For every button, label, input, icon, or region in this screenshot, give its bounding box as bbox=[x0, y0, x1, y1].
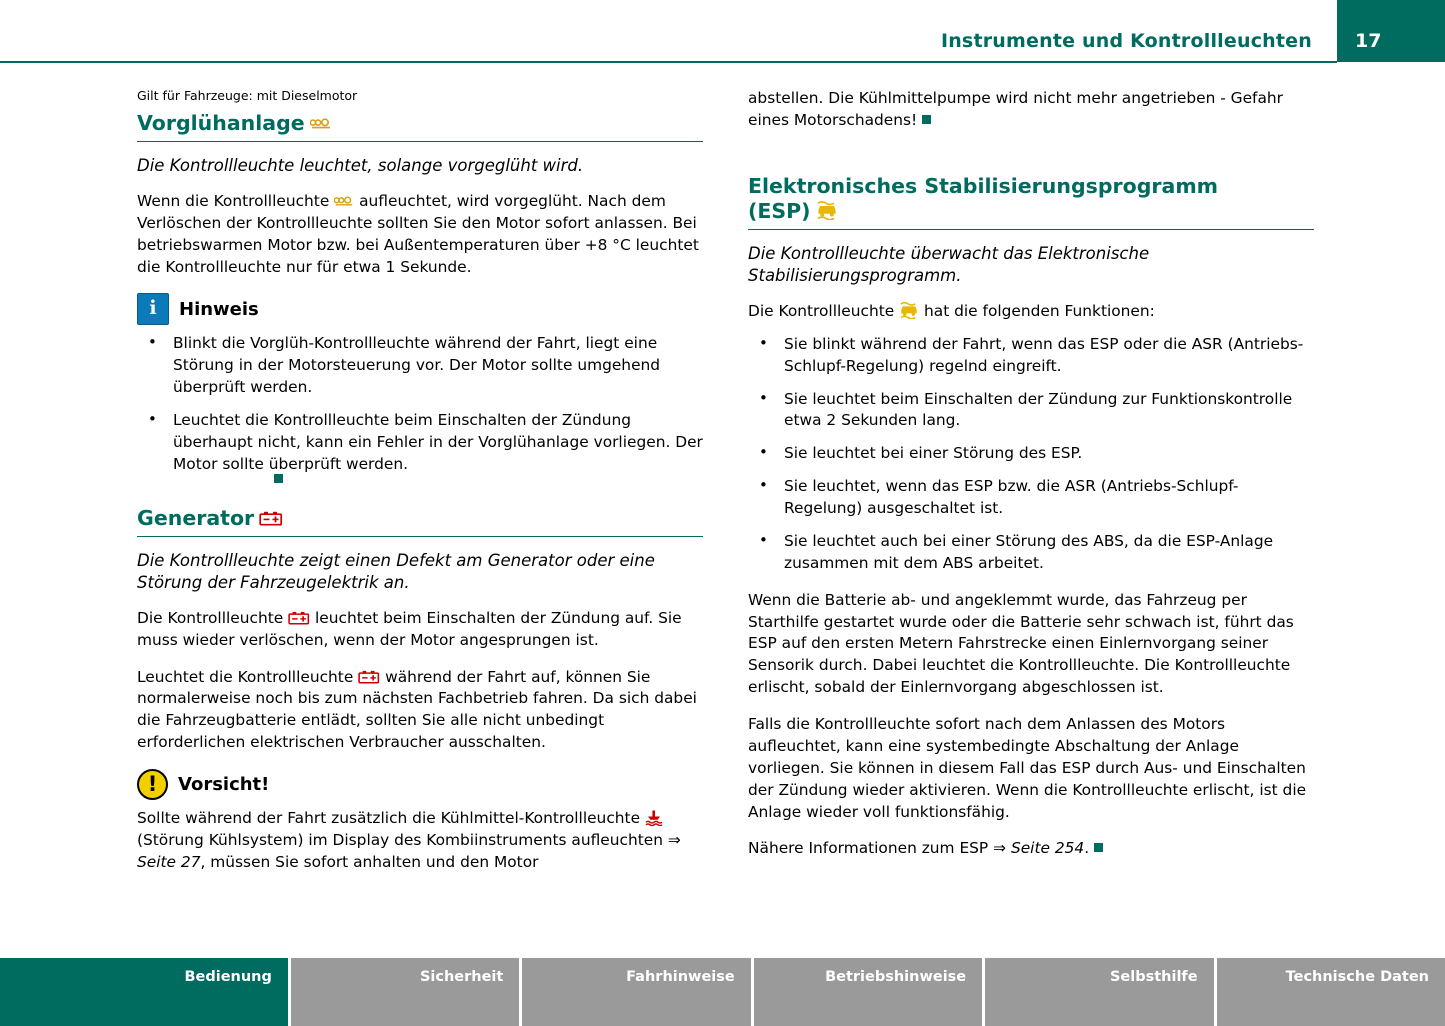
footer-tab-fahrhinweise[interactable] bbox=[522, 958, 753, 1026]
footer-tab-label: Selbsthilfe bbox=[1109, 969, 1198, 985]
para-generator-2 bbox=[137, 667, 703, 755]
footer-tab-technische-daten[interactable] bbox=[1217, 958, 1445, 1026]
list-item: • Blinkt die Vorglüh-Kontrollleuchte während der Fahrt, liegt eine Störung in der Motorsteuerung vor. Der Motor sollte umgehend überprüft werden. bbox=[137, 333, 703, 399]
footer-tab-label: Bedienung bbox=[184, 969, 272, 985]
list-item: • Sie leuchtet bei einer Störung des ESP. bbox=[748, 443, 1314, 465]
heading-divider-1 bbox=[137, 141, 703, 142]
coolant-temperature-icon bbox=[645, 810, 665, 826]
header-divider bbox=[0, 61, 1337, 63]
lead-vorgluehanlage: Die Kontrollleuchte leuchtet, solange vorgeglüht wird. bbox=[137, 155, 584, 175]
para-esp-intro bbox=[748, 301, 1314, 323]
note-bullet-list bbox=[137, 333, 703, 475]
footer-tab-betriebshinweise[interactable] bbox=[754, 958, 985, 1026]
para-generator-1-a: Die Kontrollleuchte bbox=[137, 608, 284, 627]
page-number-tab bbox=[1337, 0, 1445, 62]
para-esp-1: Wenn die Batterie ab- und angeklemmt wurde, das Fahrzeug per Starthilfe gestartet wurde oder die Batterie sehr schwach ist, führt das ESP auf den ersten Metern Fahrstrecke einen Einlernvorgang seiner Sensorik durch. Dabei leuchtet die Kontrollleuchte. Die Kontrollleuchte erlischt, sobald der Einlernvorgang abgeschlossen ist. bbox=[748, 590, 1294, 697]
para-generator-1-b: leuchtet beim Einschalten der Zündung auf. Sie muss wieder verlöschen, wenn der Motor angesprungen ist. bbox=[137, 608, 682, 649]
footer-tabbar bbox=[0, 958, 1445, 1026]
footer-tab-sicherheit[interactable] bbox=[291, 958, 522, 1026]
list-item: • Sie leuchtet beim Einschalten der Zündung zur Funktionskontrolle etwa 2 Sekunden lang. bbox=[748, 389, 1314, 433]
left-column bbox=[137, 88, 703, 889]
para-generator-1 bbox=[137, 608, 703, 652]
para-vorgluehanlage-a: Wenn die Kontrollleuchte bbox=[137, 191, 330, 210]
page-header bbox=[0, 0, 1445, 62]
battery-icon-inline-1 bbox=[288, 611, 310, 626]
heading-generator bbox=[137, 506, 703, 536]
lead-esp: Die Kontrollleuchte überwacht das Elektronische Stabilisierungsprogramm. bbox=[748, 243, 1150, 285]
footer-tab-label: Betriebshinweise bbox=[825, 969, 967, 985]
list-item: • Sie leuchtet auch bei einer Störung des ABS, da die ESP-Anlage zusammen mit dem ABS arbeitet. bbox=[748, 531, 1314, 575]
warning-text-a: Sollte während der Fahrt zusätzlich die Kühlmittel-Kontrollleuchte bbox=[137, 809, 641, 828]
warning-callout-title: Vorsicht! bbox=[178, 774, 270, 796]
para-continuation bbox=[748, 88, 1314, 132]
para-continuation-text: abstellen. Die Kühlmittelpumpe wird nicht mehr angetrieben - Gefahr eines Motorschadens! bbox=[748, 89, 1283, 129]
end-marker-square bbox=[922, 115, 931, 124]
list-item: • Leuchtet die Kontrollleuchte beim Einschalten der Zündung überhaupt nicht, kann ein Fehler in der Vorglühanlage vorliegen. Der Motor sollte überprüft werden. bbox=[137, 410, 703, 476]
warning-icon: ! bbox=[137, 769, 168, 800]
list-item: • Sie blinkt während der Fahrt, wenn das ESP oder die ASR (Antriebs-Schlupf-Regelung) regelnd eingreift. bbox=[748, 334, 1314, 378]
page-number: 17 bbox=[1355, 30, 1382, 52]
heading-esp-line1: Elektronisches Stabilisierungsprogramm bbox=[748, 173, 1219, 198]
battery-icon-inline-2 bbox=[358, 670, 380, 685]
right-column bbox=[748, 88, 1314, 875]
para-vorgluehanlage bbox=[137, 191, 703, 279]
para-esp-3-reference: Seite 254 bbox=[1010, 839, 1085, 858]
para-vorgluehanlage-b: aufleuchtet, wird vorgeglüht. Nach dem Verlöschen der Kontrollleuchte sollten Sie den Motor sofort anlassen. Bei betriebswarmen Motor bzw. bei Außentemperaturen über +8 °C leuchtet die Kontrollleuchte nur für etwa 1 Sekunde. bbox=[137, 191, 699, 276]
esp-car-skid-icon-inline bbox=[899, 301, 919, 319]
preheat-coil-icon bbox=[310, 117, 332, 132]
para-esp-3 bbox=[748, 838, 1314, 860]
warning-text-b: (Störung Kühlsystem) im Display des Kombiinstruments aufleuchten bbox=[137, 830, 663, 849]
heading-esp bbox=[748, 174, 1314, 229]
para-esp-3-arrow: ⇒ bbox=[993, 839, 1007, 858]
end-marker-square bbox=[1094, 843, 1103, 852]
list-item: • Sie leuchtet, wenn das ESP bzw. die ASR (Antriebs-Schlupf-Regelung) ausgeschaltet ist. bbox=[748, 476, 1314, 520]
battery-icon bbox=[259, 511, 283, 527]
footer-tab-label: Fahrhinweise bbox=[626, 969, 735, 985]
warning-callout bbox=[137, 769, 703, 874]
para-esp-intro-a: Die Kontrollleuchte bbox=[748, 301, 895, 320]
para-esp-2: Falls die Kontrollleuchte sofort nach dem Anlassen des Motors aufleuchtet, kann eine systembedingte Abschaltung der Anlage vorliegen. Sie können in diesem Fall das ESP durch Aus- und Einschalten der Zündung wieder aktivieren. Wenn die Kontrollleuchte erlischt, ist die Anlage wieder voll funktionsfähig. bbox=[748, 715, 1307, 821]
warning-callout-text bbox=[137, 808, 703, 874]
para-esp-intro-b: hat die folgenden Funktionen: bbox=[924, 301, 1155, 320]
footer-tab-bedienung[interactable] bbox=[0, 958, 291, 1026]
note-callout-header bbox=[137, 293, 703, 325]
heading-vorgluehanlage-label: Vorglühanlage bbox=[137, 110, 305, 135]
info-icon: i bbox=[137, 293, 169, 325]
heading-vorgluehanlage bbox=[137, 111, 703, 141]
footer-tab-selbsthilfe[interactable] bbox=[985, 958, 1216, 1026]
warning-callout-header bbox=[137, 769, 703, 800]
para-generator-2-b: während der Fahrt auf, können Sie normalerweise noch bis zum nächsten Fachbetrieb fahren. Da sich dabei die Fahrzeugbatterie entlädt, sollten Sie alle nicht unbedingt erforderlichen elektrischen Verbraucher ausschalten. bbox=[137, 667, 697, 752]
preheat-coil-icon-inline bbox=[334, 195, 354, 209]
heading-divider-3 bbox=[748, 229, 1314, 230]
note-callout bbox=[137, 293, 703, 490]
esp-car-skid-icon bbox=[816, 200, 838, 220]
heading-generator-label: Generator bbox=[137, 505, 255, 530]
para-generator-2-a: Leuchtet die Kontrollleuchte bbox=[137, 667, 354, 686]
heading-esp-line2: (ESP) bbox=[748, 198, 811, 223]
warning-reference: Seite 27 bbox=[137, 852, 201, 871]
footer-tab-label: Sicherheit bbox=[419, 969, 504, 985]
warning-text-c: , müssen Sie sofort anhalten und den Motor bbox=[200, 852, 539, 871]
warning-arrow: ⇒ bbox=[667, 830, 681, 849]
page-title: Instrumente und Kontrollleuchten bbox=[940, 30, 1312, 52]
footer-tab-label: Technische Daten bbox=[1285, 969, 1429, 985]
applies-to-note: Gilt für Fahrzeuge: mit Dieselmotor bbox=[137, 88, 358, 103]
esp-bullet-list bbox=[748, 334, 1314, 575]
lead-generator: Die Kontrollleuchte zeigt einen Defekt am Generator oder eine Störung der Fahrzeugelektrik an. bbox=[137, 550, 655, 592]
heading-divider-2 bbox=[137, 536, 703, 537]
para-esp-3-b: . bbox=[1084, 839, 1090, 858]
note-callout-title: Hinweis bbox=[179, 298, 259, 320]
para-esp-3-a: Nähere Informationen zum ESP bbox=[748, 839, 989, 858]
